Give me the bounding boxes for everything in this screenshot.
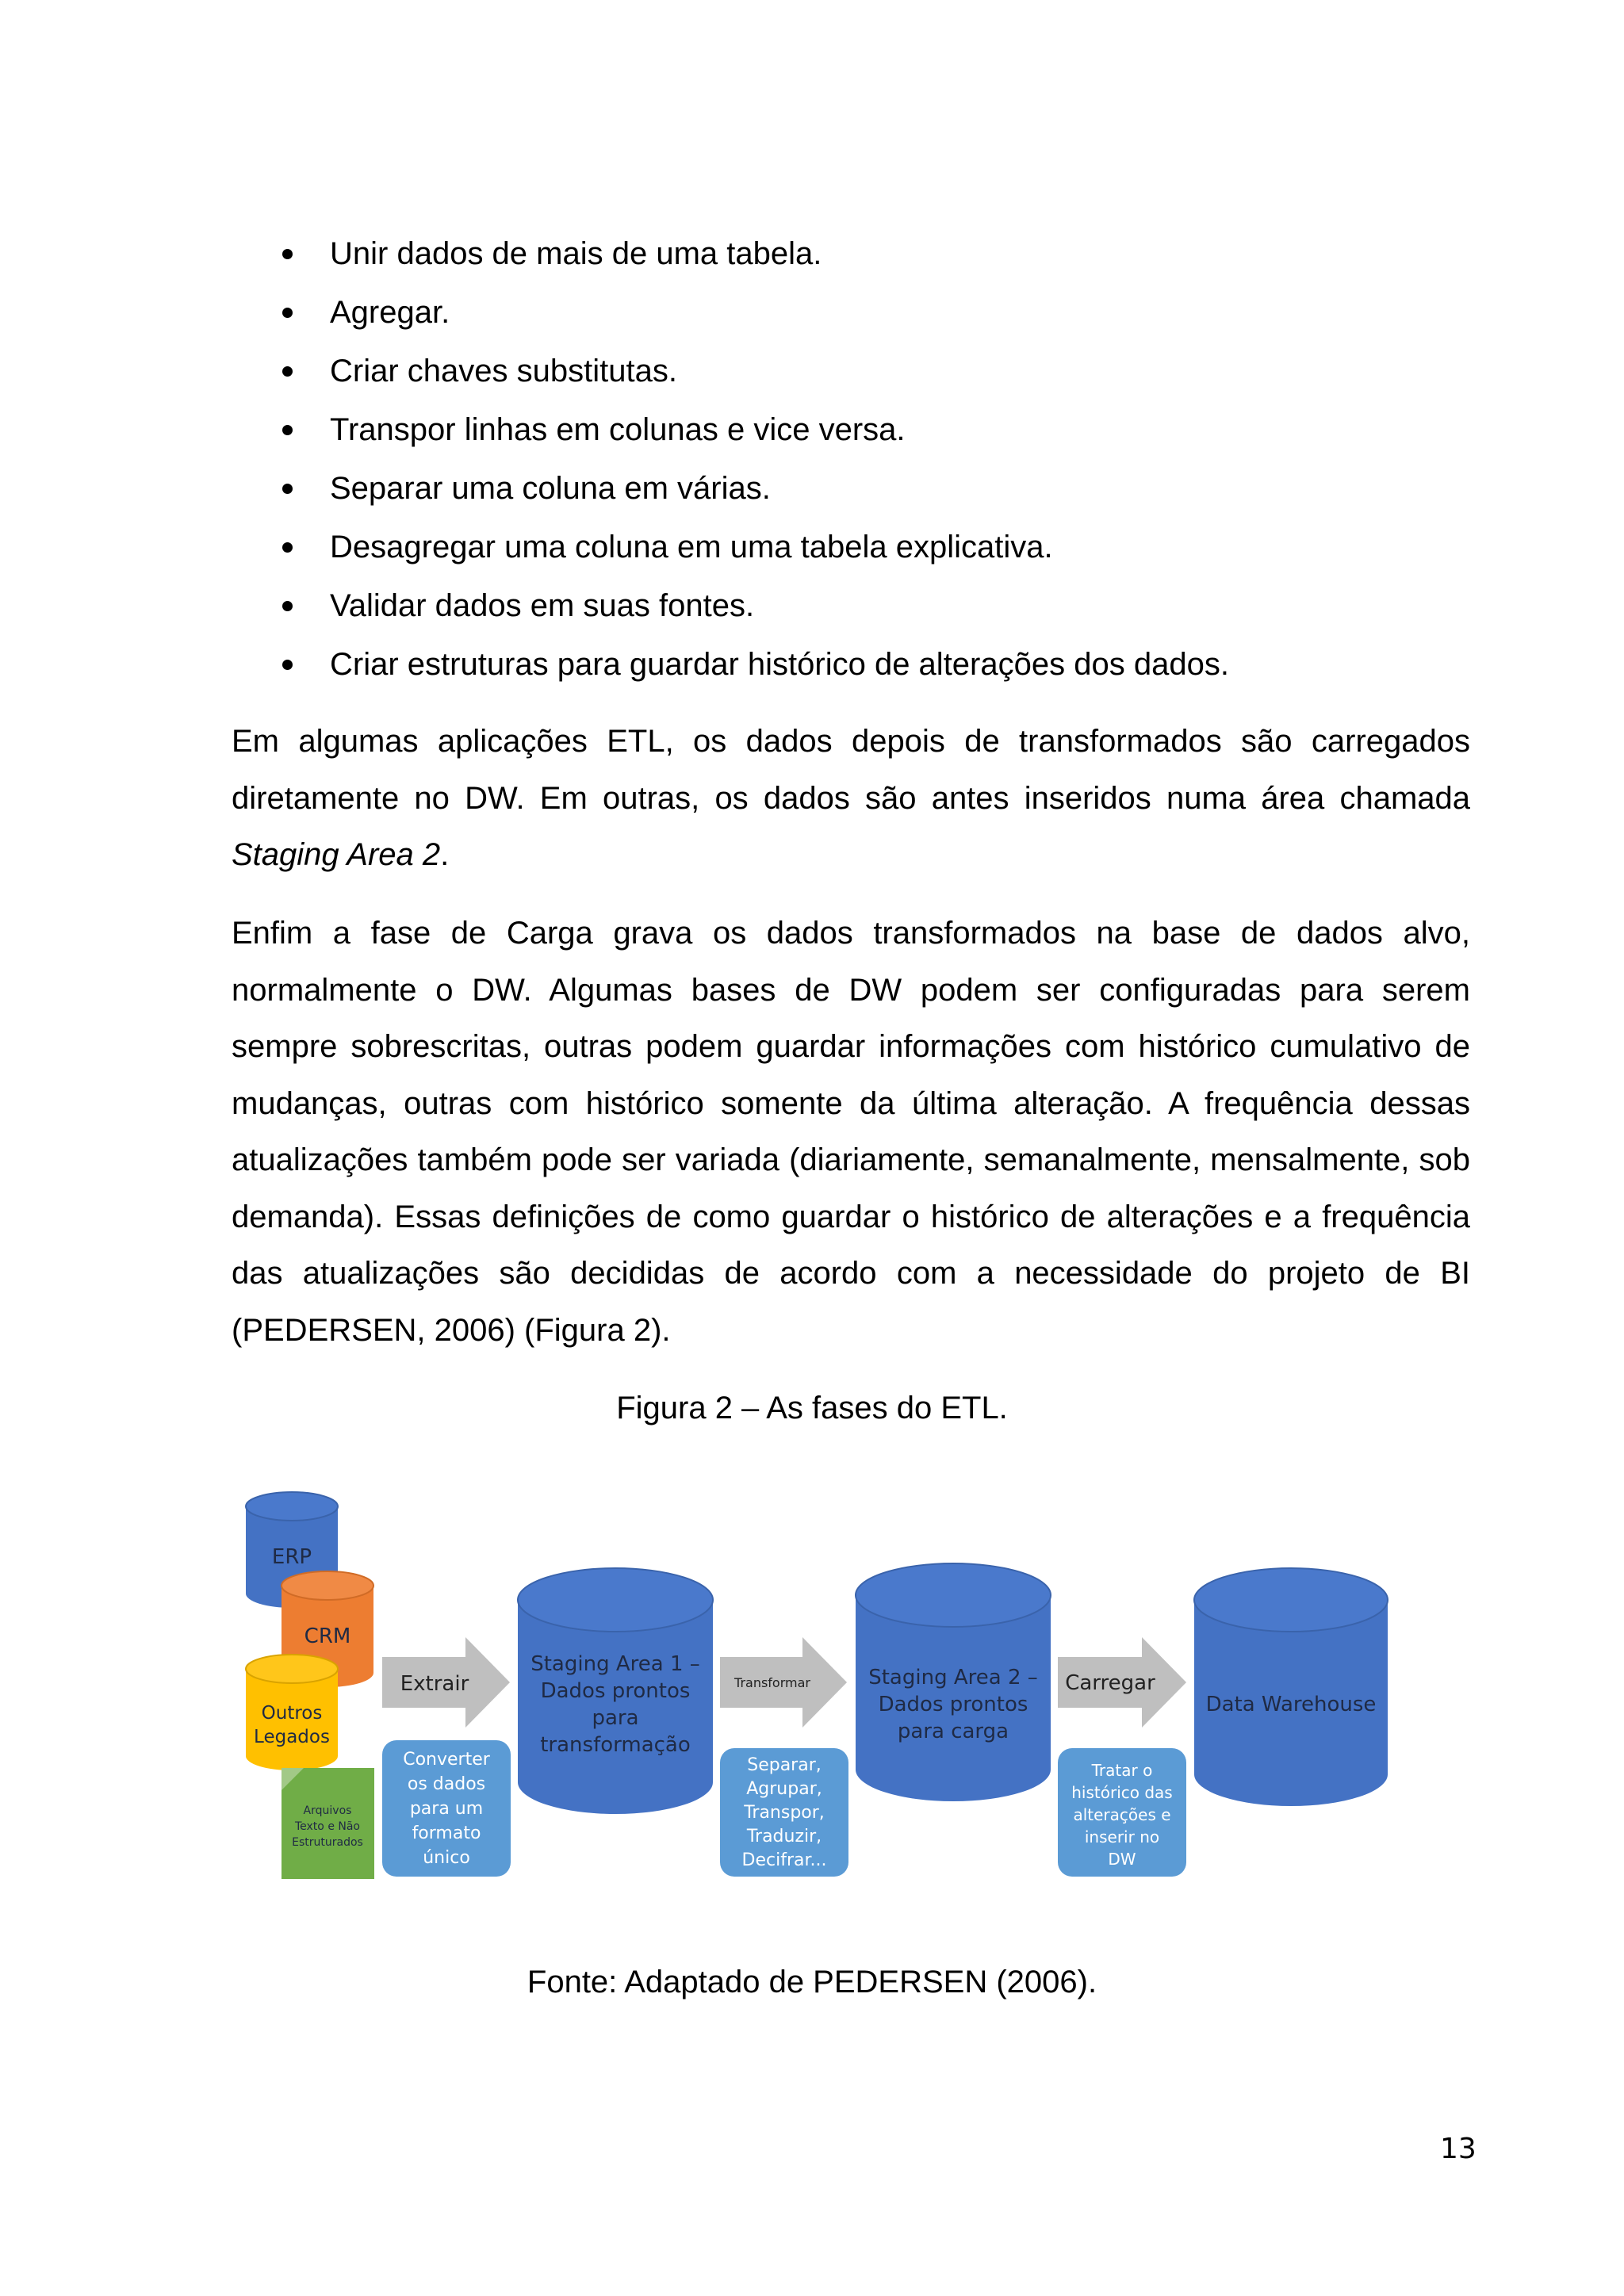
- list-item-text: Validar dados em suas fontes.: [330, 588, 755, 623]
- files-label-line3: Estruturados: [292, 1836, 363, 1849]
- transform-note-line5: Decifrar...: [741, 1850, 827, 1870]
- data-warehouse-label: Data Warehouse: [1205, 1693, 1377, 1716]
- extract-note-line1: Converter: [403, 1750, 490, 1770]
- transform-note-line4: Traduzir,: [746, 1827, 822, 1846]
- legacy-label-line2: Legados: [254, 1727, 330, 1747]
- load-note-line5: DW: [1108, 1850, 1136, 1869]
- load-note-line4: inserir no: [1084, 1827, 1160, 1846]
- staging-area-1-database: [518, 1568, 713, 1814]
- extract-note: [382, 1740, 511, 1877]
- files-document: [282, 1768, 374, 1879]
- load-arrow: [1058, 1637, 1186, 1728]
- staging-2-line3: para carga: [897, 1720, 1009, 1743]
- list-item-text: Transpor linhas em colunas e vice versa.: [330, 412, 906, 447]
- transform-arrow: [720, 1637, 847, 1728]
- staging-2-line1: Staging Area 2 –: [868, 1666, 1038, 1689]
- transform-label: Transformar: [734, 1675, 810, 1690]
- load-note-line2: histórico das: [1071, 1783, 1173, 1802]
- paragraph-load-phase: Enfim a fase de Carga grava os dados transformados na base de dados alvo, normalmente o DW. Algumas bases de DW podem ser configuradas para serem sempre sobrescritas, outras podem guardar informações com histórico cumulativo de mudanças, outras com histórico somente da última alteração. A frequência dessas atualizações também pode ser variada (diariamente, semanalmente, mensalmente, sob demanda). Essas definições de como guardar o histórico de alterações e a frequência das atualizações são decididas de acordo com a necessidade do projeto de BI (PEDERSEN, 2006) (Figura 2).: [232, 916, 1470, 1348]
- list-item-text: Criar chaves substitutas.: [330, 354, 677, 388]
- extract-note-line2: os dados: [407, 1774, 486, 1794]
- load-note-line3: alterações e: [1073, 1805, 1171, 1824]
- files-label-line1: Arquivos: [303, 1804, 352, 1817]
- staging-1-line4: transformação: [540, 1733, 691, 1757]
- paragraph-italic-term: Staging Area 2: [232, 837, 441, 872]
- list-item-text: Agregar.: [330, 295, 450, 330]
- list-item-text: Desagregar uma coluna em uma tabela explicativa.: [330, 530, 1053, 564]
- extract-note-line4: formato: [412, 1823, 481, 1843]
- transform-note: [720, 1748, 848, 1877]
- extract-note-line3: para um: [409, 1799, 484, 1819]
- figure-caption: Figura 2 – As fases do ETL.: [616, 1391, 1008, 1425]
- staging-1-line3: para: [592, 1706, 639, 1730]
- files-label-line2: Texto e Não: [294, 1820, 361, 1833]
- extract-note-line5: único: [423, 1848, 470, 1868]
- extract-label: Extrair: [400, 1672, 469, 1696]
- staging-1-line1: Staging Area 1 –: [530, 1652, 700, 1676]
- transform-note-line3: Transpor,: [744, 1803, 825, 1823]
- transform-note-line1: Separar,: [747, 1755, 822, 1775]
- page-number: 13: [1440, 2133, 1477, 2165]
- load-note-line1: Tratar o: [1091, 1761, 1153, 1780]
- paragraph-end: .: [440, 837, 450, 872]
- staging-2-line2: Dados prontos: [878, 1693, 1028, 1716]
- staging-1-line2: Dados prontos: [540, 1679, 691, 1703]
- load-note: [1058, 1748, 1186, 1877]
- source-caption: Fonte: Adaptado de PEDERSEN (2006).: [527, 1965, 1097, 1999]
- transform-note-line2: Agrupar,: [746, 1779, 822, 1799]
- load-label: Carregar: [1065, 1671, 1155, 1695]
- list-item-text: Criar estruturas para guardar histórico de alterações dos dados.: [330, 647, 1229, 682]
- legacy-database: [246, 1655, 338, 1770]
- staging-area-2-database: [856, 1563, 1051, 1801]
- crm-label: CRM: [304, 1624, 351, 1648]
- extract-arrow: [382, 1637, 510, 1728]
- paragraph-text: Em algumas aplicações ETL, os dados depois de transformados são carregados diretamente no DW. Em outras, os dados são antes inseridos numa área chamada: [232, 724, 1470, 816]
- list-item-text: Separar uma coluna em várias.: [330, 471, 771, 506]
- legacy-label-line1: Outros: [261, 1703, 323, 1724]
- erp-label: ERP: [271, 1545, 312, 1569]
- data-warehouse-database: [1194, 1568, 1388, 1806]
- list-item-text: Unir dados de mais de uma tabela.: [330, 236, 822, 271]
